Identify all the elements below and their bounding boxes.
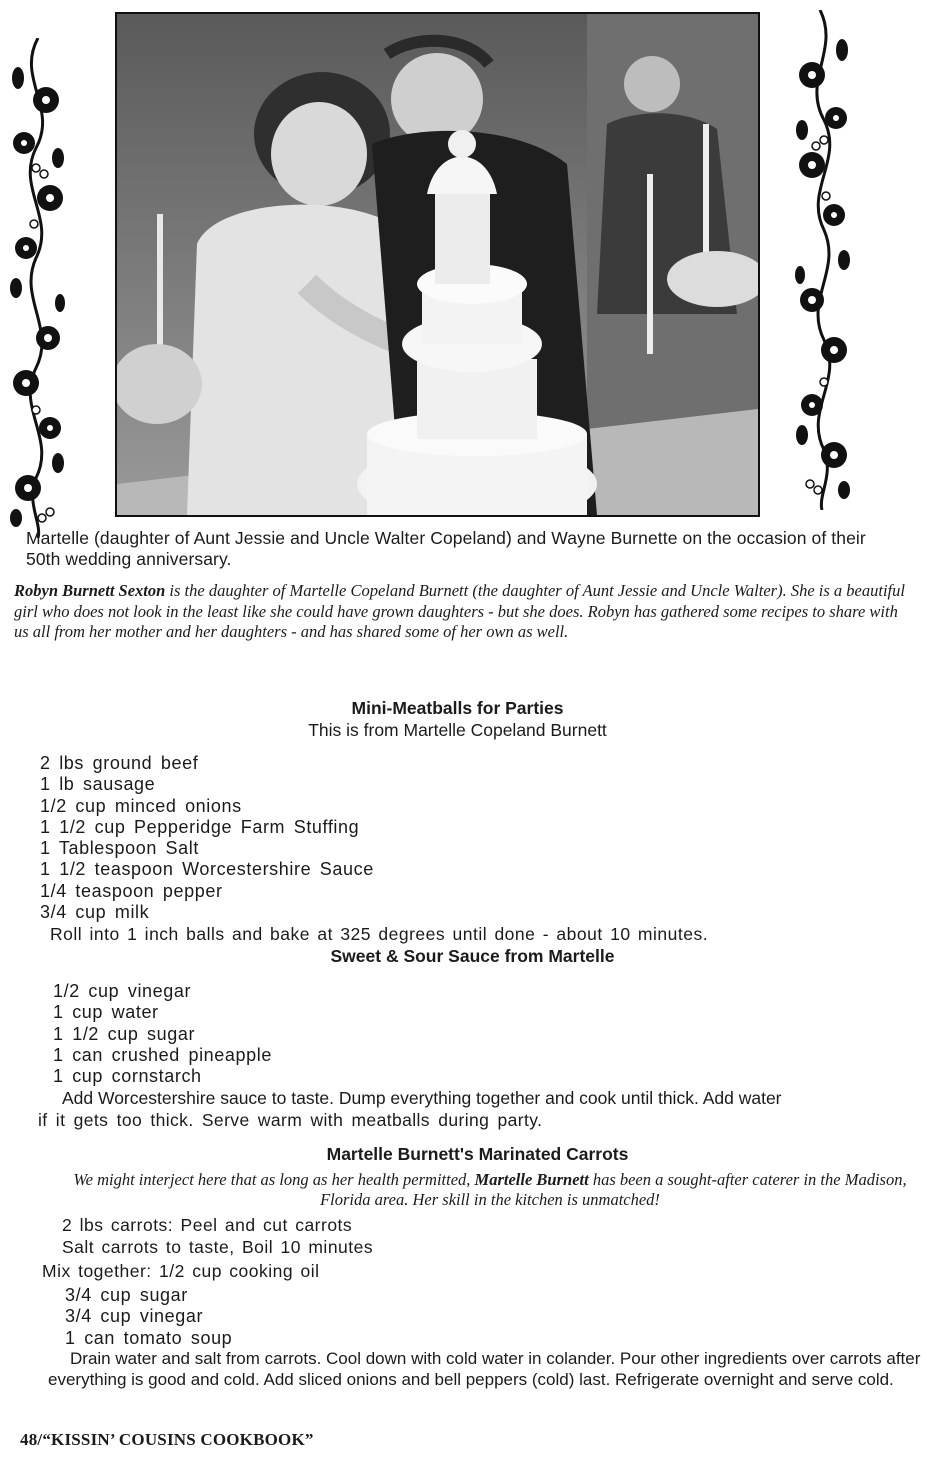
recipe-title-carrots: Martelle Burnett's Marinated Carrots bbox=[326, 1144, 629, 1164]
ingredient-item: 3/4 cup vinegar bbox=[65, 1306, 204, 1327]
photo-caption: Martelle (daughter of Aunt Jessie and Uncle Walter Copeland) and Wayne Burnette on the occasion of their 50th wedding anniversary. bbox=[26, 528, 866, 569]
ingredient-item: 2 lbs ground beef bbox=[40, 753, 199, 773]
ingredient-item: 3/4 cup milk bbox=[40, 902, 150, 923]
ingredient-item: 1/4 teaspoon pepper bbox=[40, 880, 223, 901]
recipe-title-meatballs: Mini-Meatballs for Parties bbox=[351, 698, 564, 718]
carrots-step-peel: 2 lbs carrots: Peel and cut carrots bbox=[62, 1215, 353, 1235]
intro-text: is the daughter of Martelle Copeland Burnett (the daughter of Aunt Jessie and Uncle Walter). She is a beautiful girl who does not look in the least like she could have grown daughters - but she does. Robyn has gathered some recipes to share with us all from her mother and her daughters - and has shared some of her own as well. bbox=[14, 581, 905, 641]
ingredient-item: 1 can tomato soup bbox=[65, 1327, 233, 1348]
recipe-subtitle-meatballs: This is from Martelle Copeland Burnett bbox=[308, 720, 607, 740]
morning-glory-vine-icon bbox=[6, 38, 70, 538]
ingredient-item: 1/2 cup cooking oil bbox=[159, 1261, 320, 1281]
directions-sauce-line1: Add Worcestershire sauce to taste. Dump everything together and cook until thick. Add water bbox=[62, 1088, 782, 1108]
right-floral-border bbox=[790, 10, 854, 510]
carrots-mix-label: Mix together: bbox=[42, 1261, 152, 1281]
left-floral-border bbox=[6, 38, 70, 538]
ingredient-list-meatballs bbox=[40, 753, 374, 923]
recipe-title-sauce: Sweet & Sour Sauce from Martelle bbox=[330, 946, 615, 966]
ingredient-item: 1 can crushed pineapple bbox=[53, 1044, 272, 1065]
ingredient-item: 1 cup water bbox=[53, 1002, 159, 1023]
ingredient-item: 3/4 cup sugar bbox=[65, 1285, 188, 1305]
carrots-intro-name: Martelle Burnett bbox=[474, 1170, 589, 1189]
ingredient-item: 1 1/2 cup Pepperidge Farm Stuffing bbox=[40, 816, 360, 837]
ingredient-item: 1 Tablespoon Salt bbox=[40, 838, 199, 859]
ingredient-list-sauce bbox=[53, 981, 272, 1087]
intro-name: Robyn Burnett Sexton bbox=[14, 581, 166, 600]
directions-meatballs: Roll into 1 inch balls and bake at 325 degrees until done - about 10 minutes. bbox=[50, 924, 709, 944]
ingredient-item: 1/2 cup vinegar bbox=[53, 981, 192, 1001]
anniversary-photo bbox=[115, 12, 760, 517]
directions-carrots: Drain water and salt from carrots. Cool down with cold water in colander. Pour other ingredients over carrots after everything is good and cold. Add sliced onions and bell peppers (cold) last. Refrigerate overnight and serve cold. bbox=[48, 1349, 921, 1389]
ingredient-item: 1/2 cup minced onions bbox=[40, 795, 242, 816]
ingredient-item: 1 1/2 cup sugar bbox=[53, 1023, 196, 1044]
ingredient-item: 1 lb sausage bbox=[40, 774, 156, 795]
morning-glory-vine-icon bbox=[790, 10, 854, 510]
directions-sauce-line2: if it gets too thick. Serve warm with meatballs during party. bbox=[38, 1110, 543, 1130]
carrots-intro bbox=[60, 1170, 920, 1210]
ingredient-item: 1 1/2 teaspoon Worcestershire Sauce bbox=[40, 859, 374, 880]
ingredient-item: 1 cup cornstarch bbox=[53, 1066, 202, 1087]
carrots-intro-pre: We might interject here that as long as her health permitted, bbox=[73, 1170, 475, 1189]
ingredient-list-carrots bbox=[65, 1285, 232, 1349]
carrots-mix-line bbox=[42, 1261, 320, 1282]
carrots-step-boil: Salt carrots to taste, Boil 10 minutes bbox=[62, 1237, 374, 1257]
page-footer: 48/“KISSIN’ COUSINS COOKBOOK” bbox=[20, 1430, 314, 1449]
carrots-intro-post: has been a sought-after caterer in the Madison, Florida area. Her skill in the kitchen is unmatched! bbox=[320, 1170, 907, 1209]
family-intro bbox=[14, 581, 906, 643]
